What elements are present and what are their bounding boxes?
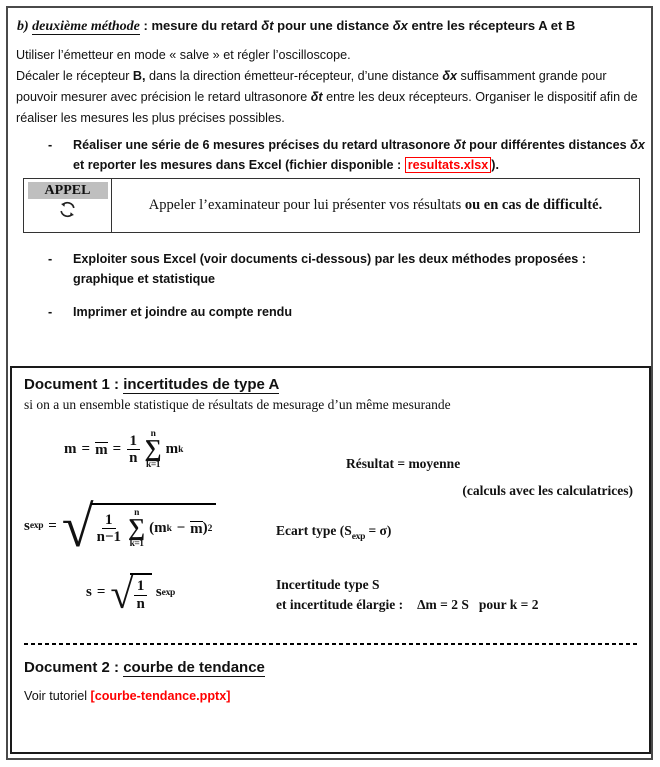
file-link-resultats: resultats.xlsx [405, 157, 492, 173]
document1-title: Document 1 : incertitudes de type A [24, 376, 280, 393]
appel-table [23, 178, 640, 233]
formula-std: s exp = √ $\frac{1}{n-1}$ n ∑ k=1 (m k − m ) 2 [24, 503, 216, 549]
label-std: Ecart type $(S_{exp} = \sigma)$ [276, 523, 392, 542]
heading-method: deuxième méthode [32, 19, 140, 34]
calculators-note: (calculs avec les calculatrices) [462, 483, 633, 498]
refresh-cycle-icon [58, 200, 77, 219]
radical-sign: √ [61, 494, 94, 560]
label-mean: Résultat = moyenne [346, 456, 461, 471]
bullet-marker: - [48, 138, 53, 152]
appel-cell-left [24, 179, 112, 232]
documents-box [10, 366, 651, 754]
bullet-print-attach: - Imprimer et joindre au compte rendu [48, 305, 293, 319]
dashed-divider [24, 643, 637, 645]
label-uncertainty: Incertitude type S et incertitude élargie : Δm = 2 S pour k = 2 [276, 577, 539, 612]
formula-uncertainty: s = √ $\frac{1}{n}$ s exp [86, 572, 176, 619]
appel-label: APPEL [28, 182, 108, 199]
formula-row-uncertainty [24, 573, 637, 621]
appel-text-cell: Appeler l’examinateur pour lui présenter vos résultats ou en cas de difficulté. [148, 197, 603, 213]
intro-paragraph: Utiliser l’émetteur en mode « salve » et régler l’oscilloscope. Décaler le récepteur B, dans la direction émetteur-récepteur, d’une distance δx suffisamment grande pour pouvoir mesurer avec précision le retard ultrasonore δt entre les deux récepteurs. Organiser le dispositif afin de réaliser les mesures les plus précises possibles. [16, 48, 638, 125]
bullet-exploit-excel: - Exploiter sous Excel (voir documents ci-dessous) par les deux méthodes proposées : graphique et statistique [48, 252, 586, 286]
tutorial-line: Voir tutoriel [courbe-tendance.pptx] [24, 689, 231, 703]
intro-line1: Utiliser l’émetteur en mode « salve » et régler l’oscilloscope. [16, 48, 351, 62]
file-link-tutorial: [courbe-tendance.pptx] [90, 689, 231, 703]
bullet-measure-series: - Réaliser une série de 6 mesures précises du retard ultrasonore δt pour différentes distances δx et reporter les mesures dans Excel (fichier disponible : resultats.xlsx ). [48, 135, 648, 175]
section-heading: b) deuxième méthode : mesure du retard δt pour une distance δx entre les récepteurs A et B [17, 18, 576, 34]
radical-sign: √ [110, 572, 134, 619]
document1-intro: si on a un ensemble statistique de résultats de mesurage d’un même mesurande [24, 397, 451, 412]
formula-row-mean [24, 429, 637, 481]
formula-row-std [24, 494, 637, 560]
formula-mean: m = m = $\frac{1}{n}$ n ∑ k=1 m k [64, 429, 184, 470]
heading-letter: b) [17, 19, 33, 34]
document2-title: Document 2 : courbe de tendance [24, 659, 265, 676]
page-frame [6, 6, 653, 760]
